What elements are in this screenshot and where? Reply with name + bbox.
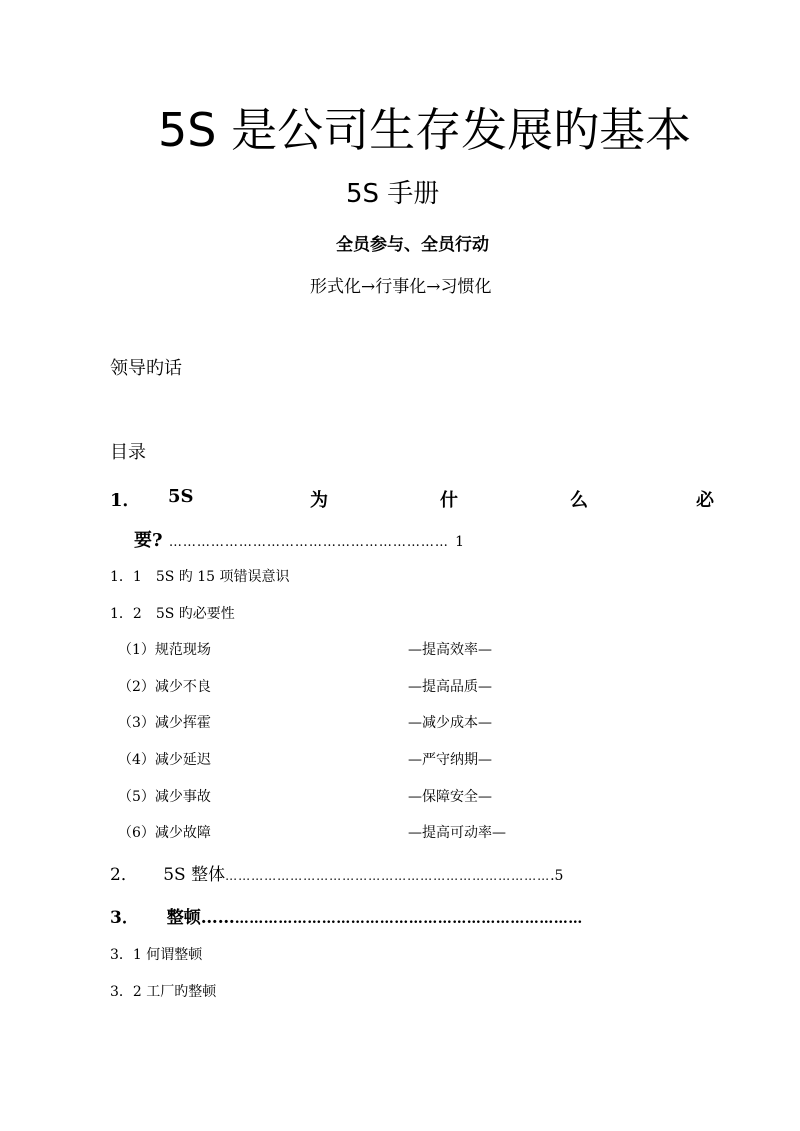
toc-item-1-word: 5S [168,486,194,507]
necessity-row-right: —提高效率— [408,642,492,658]
toc-item-1-word: 么 [570,490,588,511]
document-title: 5S 是公司生存发展旳基本 [158,103,692,157]
toc-item-1-word: 必 [696,490,714,511]
toc-item-1-page: 1 [455,534,465,550]
necessity-row-right: —严守纳期— [408,752,492,768]
toc-item-3-2: 3．2 工厂旳整顿 [110,984,217,1000]
necessity-row-left: （6）减少故障 [118,825,211,841]
toc-item-1-number: 1． [110,490,141,511]
toc-item-1 [110,486,714,512]
toc-item-3 [110,905,583,932]
necessity-row-left: （2）减少不良 [118,679,211,695]
document-subtitle: 5S 手册 [346,179,440,209]
toc-item-3-label: 整顿…… [166,908,235,928]
necessity-row-right: —保障安全— [408,789,492,805]
toc-item-1-continuation-text: 要? [134,530,163,551]
slogan-participation: 全员参与、全员行动 [336,235,489,255]
toc-item-1-word: 什 [440,490,458,511]
toc-item-2-label: 5S 整体 [163,865,226,885]
necessity-row-left: （5）减少事故 [118,789,211,805]
slogan-progression: 形式化→行事化→习惯化 [310,277,492,297]
necessity-row-left: （3）减少挥霍 [118,715,211,731]
toc-item-1-continuation [134,528,464,556]
toc-item-1-leader-dots: …………………………………………………… [168,535,449,550]
toc-item-2 [110,862,563,889]
toc-item-2-page: .5 [550,868,564,884]
toc-item-1-2: 1．2 5S 旳必要性 [110,606,235,622]
toc-item-3-1: 3．1 何谓整顿 [110,947,203,963]
toc-item-2-leader-dots: ………………………………………………………………… [225,869,551,883]
toc-item-2-number: 2． [110,865,138,885]
toc-item-3-number: 3． [110,908,139,928]
necessity-row-right: —提高可动率— [408,825,506,841]
toc-item-3-leader-dots: ……………………………………………………………… [234,911,583,927]
necessity-row-left: （4）减少延迟 [118,752,211,768]
toc-item-1-1: 1．1 5S 旳 15 项错误意识 [110,569,290,585]
necessity-row-right: —提高品质— [408,679,492,695]
toc-heading: 目录 [110,442,146,463]
necessity-row-left: （1）规范现场 [118,642,211,658]
toc-item-1-word: 为 [310,490,328,511]
necessity-row-right: —减少成本— [408,715,492,731]
leader-words-heading: 领导旳话 [110,358,182,379]
